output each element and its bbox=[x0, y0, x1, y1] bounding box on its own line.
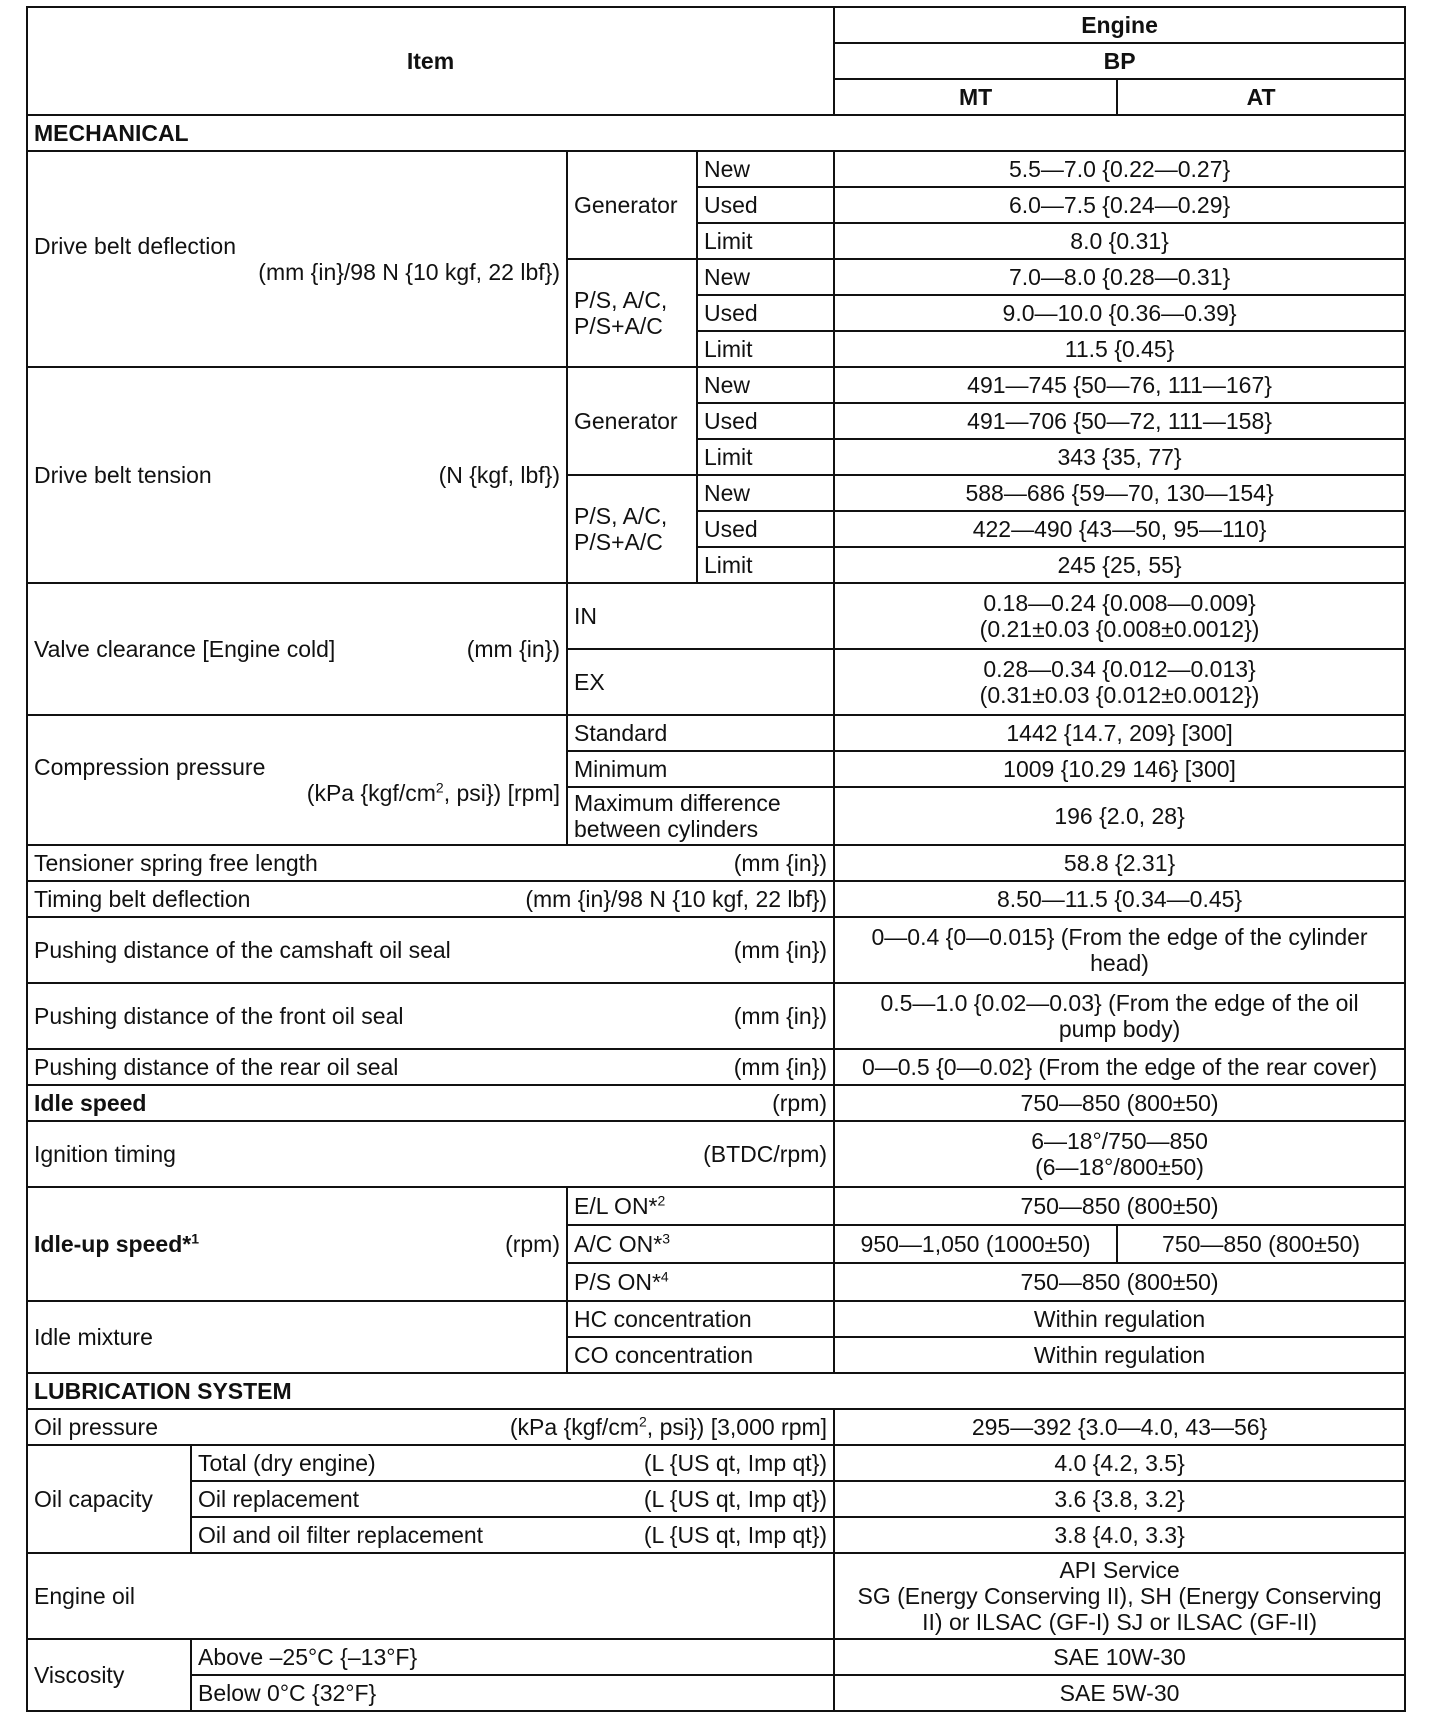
compression-title: Compression pressure bbox=[34, 754, 266, 780]
idle-up-ps-label bbox=[567, 1263, 834, 1301]
header-engine: Engine bbox=[834, 7, 1405, 43]
oil-capacity-total-value: 4.0 {4.2, 3.5} bbox=[834, 1445, 1405, 1481]
deflection-gen-used-label: Used bbox=[697, 187, 834, 223]
tensioner-unit: (mm {in}) bbox=[733, 850, 828, 876]
tension-ps-new-value: 588—686 {59—70, 130—154} bbox=[834, 475, 1405, 511]
oil-pressure-unit-sup: 2 bbox=[639, 1413, 647, 1430]
deflection-ps-ac-line1: P/S, A/C, bbox=[574, 287, 668, 313]
ignition-label bbox=[27, 1121, 834, 1187]
viscosity-below-value: SAE 5W-30 bbox=[834, 1675, 1405, 1711]
tension-ps-ac-line1: P/S, A/C, bbox=[574, 503, 668, 529]
tension-gen-new-value: 491—745 {50—76, 111—167} bbox=[834, 367, 1405, 403]
camshaft-seal-unit: (mm {in}) bbox=[733, 937, 828, 963]
tension-ps-ac bbox=[567, 475, 697, 583]
oil-pressure-label bbox=[27, 1409, 834, 1445]
oil-capacity-total-label bbox=[191, 1445, 834, 1481]
tension-ps-new-label: New bbox=[697, 475, 834, 511]
oil-capacity-total-unit: (L {US qt, Imp qt}) bbox=[643, 1450, 828, 1476]
idle-mixture-hc-label: HC concentration bbox=[567, 1301, 834, 1337]
idle-up-title bbox=[34, 1231, 199, 1257]
camshaft-seal-title: Pushing distance of the camshaft oil seal bbox=[34, 937, 451, 963]
idle-speed-label bbox=[27, 1085, 834, 1121]
oil-capacity-replacement-unit: (L {US qt, Imp qt}) bbox=[643, 1486, 828, 1512]
valve-clearance-ex-value bbox=[834, 649, 1405, 715]
oil-pressure-value: 295—392 {3.0—4.0, 43—56} bbox=[834, 1409, 1405, 1445]
deflection-gen-limit-value: 8.0 {0.31} bbox=[834, 223, 1405, 259]
tension-ps-ac-line2: P/S+A/C bbox=[574, 529, 663, 555]
viscosity-below-label: Below 0°C {32°F} bbox=[191, 1675, 834, 1711]
deflection-ps-used-value: 9.0—10.0 {0.36—0.39} bbox=[834, 295, 1405, 331]
engine-oil-label: Engine oil bbox=[27, 1553, 834, 1639]
idle-mixture-co-label: CO concentration bbox=[567, 1337, 834, 1373]
compression-unit-pre: (kPa {kgf/cm bbox=[306, 780, 436, 806]
idle-speed-unit: (rpm) bbox=[772, 1090, 828, 1116]
deflection-ps-limit-value: 11.5 {0.45} bbox=[834, 331, 1405, 367]
deflection-gen-new-label: New bbox=[697, 151, 834, 187]
timing-belt-title: Timing belt deflection bbox=[34, 886, 251, 912]
valve-clearance-ex-line1: 0.28—0.34 {0.012—0.013} bbox=[983, 656, 1256, 682]
compression-unit bbox=[34, 780, 560, 806]
ignition-unit: (BTDC/rpm) bbox=[703, 1141, 828, 1167]
valve-clearance-ex-line2: (0.31±0.03 {0.012±0.0012}) bbox=[979, 682, 1260, 708]
compression-minimum-label: Minimum bbox=[567, 751, 834, 787]
rear-seal-unit: (mm {in}) bbox=[733, 1054, 828, 1080]
compression-label bbox=[27, 715, 567, 845]
camshaft-seal-line2: head) bbox=[1090, 950, 1149, 976]
valve-clearance-in-line1: 0.18—0.24 {0.008—0.009} bbox=[983, 590, 1256, 616]
compression-unit-post: , psi}) [rpm] bbox=[443, 780, 560, 806]
idle-up-el-sup: 2 bbox=[657, 1192, 666, 1209]
drive-belt-tension-unit: (N {kgf, lbf}) bbox=[438, 462, 560, 488]
engine-oil-value bbox=[834, 1553, 1405, 1639]
oil-capacity-replacement-label bbox=[191, 1481, 834, 1517]
compression-maxdiff-line2: between cylinders bbox=[574, 816, 759, 842]
oil-capacity-filter-value: 3.8 {4.0, 3.3} bbox=[834, 1517, 1405, 1553]
drive-belt-tension-title: Drive belt tension bbox=[34, 462, 212, 488]
tension-ps-limit-label: Limit bbox=[697, 547, 834, 583]
idle-up-el-label bbox=[567, 1187, 834, 1225]
idle-up-ps-text: P/S ON* bbox=[574, 1269, 661, 1295]
oil-pressure-unit bbox=[510, 1414, 827, 1440]
idle-up-unit: (rpm) bbox=[505, 1231, 560, 1257]
tensioner-value: 58.8 {2.31} bbox=[834, 845, 1405, 881]
idle-up-ps-sup: 4 bbox=[660, 1268, 669, 1285]
ignition-line2: (6—18°/800±50) bbox=[1035, 1154, 1204, 1180]
tension-ps-used-label: Used bbox=[697, 511, 834, 547]
idle-up-ac-sup: 3 bbox=[662, 1230, 670, 1247]
idle-up-label bbox=[27, 1187, 567, 1301]
oil-capacity-label: Oil capacity bbox=[27, 1445, 191, 1553]
camshaft-seal-line1: 0—0.4 {0—0.015} (From the edge of the cylinder bbox=[871, 924, 1368, 950]
deflection-gen-new-value: 5.5—7.0 {0.22—0.27} bbox=[834, 151, 1405, 187]
specification-table bbox=[26, 6, 1406, 1712]
compression-maxdiff-label bbox=[567, 787, 834, 845]
valve-clearance-label bbox=[27, 583, 567, 715]
tension-gen-limit-value: 343 {35, 77} bbox=[834, 439, 1405, 475]
viscosity-above-label: Above –25°C {–13°F} bbox=[191, 1639, 834, 1675]
deflection-ps-used-label: Used bbox=[697, 295, 834, 331]
ignition-value bbox=[834, 1121, 1405, 1187]
compression-standard-label: Standard bbox=[567, 715, 834, 751]
deflection-ps-limit-label: Limit bbox=[697, 331, 834, 367]
camshaft-seal-label bbox=[27, 917, 834, 983]
idle-up-ac-label bbox=[567, 1225, 834, 1263]
tension-gen-used-value: 491—706 {50—72, 111—158} bbox=[834, 403, 1405, 439]
tension-ps-used-value: 422—490 {43—50, 95—110} bbox=[834, 511, 1405, 547]
front-seal-label bbox=[27, 983, 834, 1049]
front-seal-unit: (mm {in}) bbox=[733, 1003, 828, 1029]
deflection-ps-ac-line2: P/S+A/C bbox=[574, 313, 663, 339]
header-item: Item bbox=[27, 7, 834, 115]
viscosity-above-value: SAE 10W-30 bbox=[834, 1639, 1405, 1675]
compression-maxdiff-value: 196 {2.0, 28} bbox=[834, 787, 1405, 845]
timing-belt-label bbox=[27, 881, 834, 917]
front-seal-value bbox=[834, 983, 1405, 1049]
tensioner-label bbox=[27, 845, 834, 881]
oil-capacity-replacement-title: Oil replacement bbox=[198, 1486, 360, 1512]
rear-seal-label bbox=[27, 1049, 834, 1085]
deflection-ps-new-value: 7.0—8.0 {0.28—0.31} bbox=[834, 259, 1405, 295]
idle-up-el-value: 750—850 (800±50) bbox=[834, 1187, 1405, 1225]
compression-standard-value: 1442 {14.7, 209} [300] bbox=[834, 715, 1405, 751]
front-seal-title: Pushing distance of the front oil seal bbox=[34, 1003, 404, 1029]
deflection-generator: Generator bbox=[567, 151, 697, 259]
valve-clearance-unit: (mm {in}) bbox=[466, 636, 560, 662]
oil-pressure-unit-pre: (kPa {kgf/cm bbox=[509, 1414, 639, 1440]
header-at: AT bbox=[1117, 79, 1405, 115]
oil-capacity-filter-label bbox=[191, 1517, 834, 1553]
tension-generator: Generator bbox=[567, 367, 697, 475]
valve-clearance-title: Valve clearance [Engine cold] bbox=[34, 636, 336, 662]
engine-oil-line1: API Service bbox=[1059, 1557, 1180, 1583]
oil-capacity-filter-unit: (L {US qt, Imp qt}) bbox=[643, 1522, 828, 1548]
idle-up-ac-at-value: 750—850 (800±50) bbox=[1117, 1225, 1405, 1263]
idle-mixture-hc-value: Within regulation bbox=[834, 1301, 1405, 1337]
rear-seal-value: 0—0.5 {0—0.02} (From the edge of the rear cover) bbox=[834, 1049, 1405, 1085]
rear-seal-title: Pushing distance of the rear oil seal bbox=[34, 1054, 399, 1080]
idle-mixture-label: Idle mixture bbox=[27, 1301, 567, 1373]
deflection-ps-new-label: New bbox=[697, 259, 834, 295]
oil-capacity-total-title: Total (dry engine) bbox=[198, 1450, 376, 1476]
deflection-gen-limit-label: Limit bbox=[697, 223, 834, 259]
idle-speed-title: Idle speed bbox=[34, 1090, 147, 1116]
deflection-ps-ac bbox=[567, 259, 697, 367]
valve-clearance-in-value bbox=[834, 583, 1405, 649]
camshaft-seal-value bbox=[834, 917, 1405, 983]
idle-speed-value: 750—850 (800±50) bbox=[834, 1085, 1405, 1121]
tension-gen-used-label: Used bbox=[697, 403, 834, 439]
idle-up-ps-value: 750—850 (800±50) bbox=[834, 1263, 1405, 1301]
drive-belt-deflection-label bbox=[27, 151, 567, 367]
drive-belt-deflection-unit: (mm {in}/98 N {10 kgf, 22 lbf}) bbox=[258, 259, 560, 285]
tensioner-title: Tensioner spring free length bbox=[34, 850, 318, 876]
drive-belt-tension-label bbox=[27, 367, 567, 583]
idle-up-title-sup: 1 bbox=[191, 1230, 199, 1247]
timing-belt-unit: (mm {in}/98 N {10 kgf, 22 lbf}) bbox=[525, 886, 828, 912]
valve-clearance-ex-label: EX bbox=[567, 649, 834, 715]
tension-ps-limit-value: 245 {25, 55} bbox=[834, 547, 1405, 583]
viscosity-label: Viscosity bbox=[27, 1639, 191, 1711]
deflection-gen-used-value: 6.0—7.5 {0.24—0.29} bbox=[834, 187, 1405, 223]
front-seal-line1: 0.5—1.0 {0.02—0.03} (From the edge of the oil bbox=[880, 990, 1359, 1016]
section-mechanical: MECHANICAL bbox=[27, 115, 1405, 151]
oil-capacity-filter-title: Oil and oil filter replacement bbox=[198, 1522, 484, 1548]
idle-mixture-co-value: Within regulation bbox=[834, 1337, 1405, 1373]
valve-clearance-in-label: IN bbox=[567, 583, 834, 649]
oil-pressure-title: Oil pressure bbox=[34, 1414, 158, 1440]
engine-oil-line2: SG (Energy Conserving II), SH (Energy Conserving bbox=[857, 1583, 1382, 1609]
idle-up-ac-text: A/C ON* bbox=[574, 1231, 663, 1257]
tension-gen-new-label: New bbox=[697, 367, 834, 403]
front-seal-line2: pump body) bbox=[1058, 1016, 1181, 1042]
section-lubrication: LUBRICATION SYSTEM bbox=[27, 1373, 1405, 1409]
compression-maxdiff-line1: Maximum difference bbox=[574, 790, 781, 816]
compression-minimum-value: 1009 {10.29 146} [300] bbox=[834, 751, 1405, 787]
header-bp: BP bbox=[834, 43, 1405, 79]
valve-clearance-in-line2: (0.21±0.03 {0.008±0.0012}) bbox=[979, 616, 1260, 642]
compression-unit-sup: 2 bbox=[435, 779, 444, 796]
idle-up-el-text: E/L ON* bbox=[574, 1193, 658, 1219]
ignition-title: Ignition timing bbox=[34, 1141, 176, 1167]
drive-belt-deflection-title: Drive belt deflection bbox=[34, 233, 236, 259]
engine-oil-line3: II) or ILSAC (GF-I) SJ or ILSAC (GF-II) bbox=[922, 1609, 1317, 1635]
timing-belt-value: 8.50—11.5 {0.34—0.45} bbox=[834, 881, 1405, 917]
oil-pressure-unit-post: , psi}) [3,000 rpm] bbox=[646, 1414, 828, 1440]
ignition-line1: 6—18°/750—850 bbox=[1031, 1128, 1208, 1154]
idle-up-title-text: Idle-up speed* bbox=[34, 1231, 192, 1257]
tension-gen-limit-label: Limit bbox=[697, 439, 834, 475]
idle-up-ac-mt-value: 950—1,050 (1000±50) bbox=[834, 1225, 1117, 1263]
oil-capacity-replacement-value: 3.6 {3.8, 3.2} bbox=[834, 1481, 1405, 1517]
header-mt: MT bbox=[834, 79, 1117, 115]
